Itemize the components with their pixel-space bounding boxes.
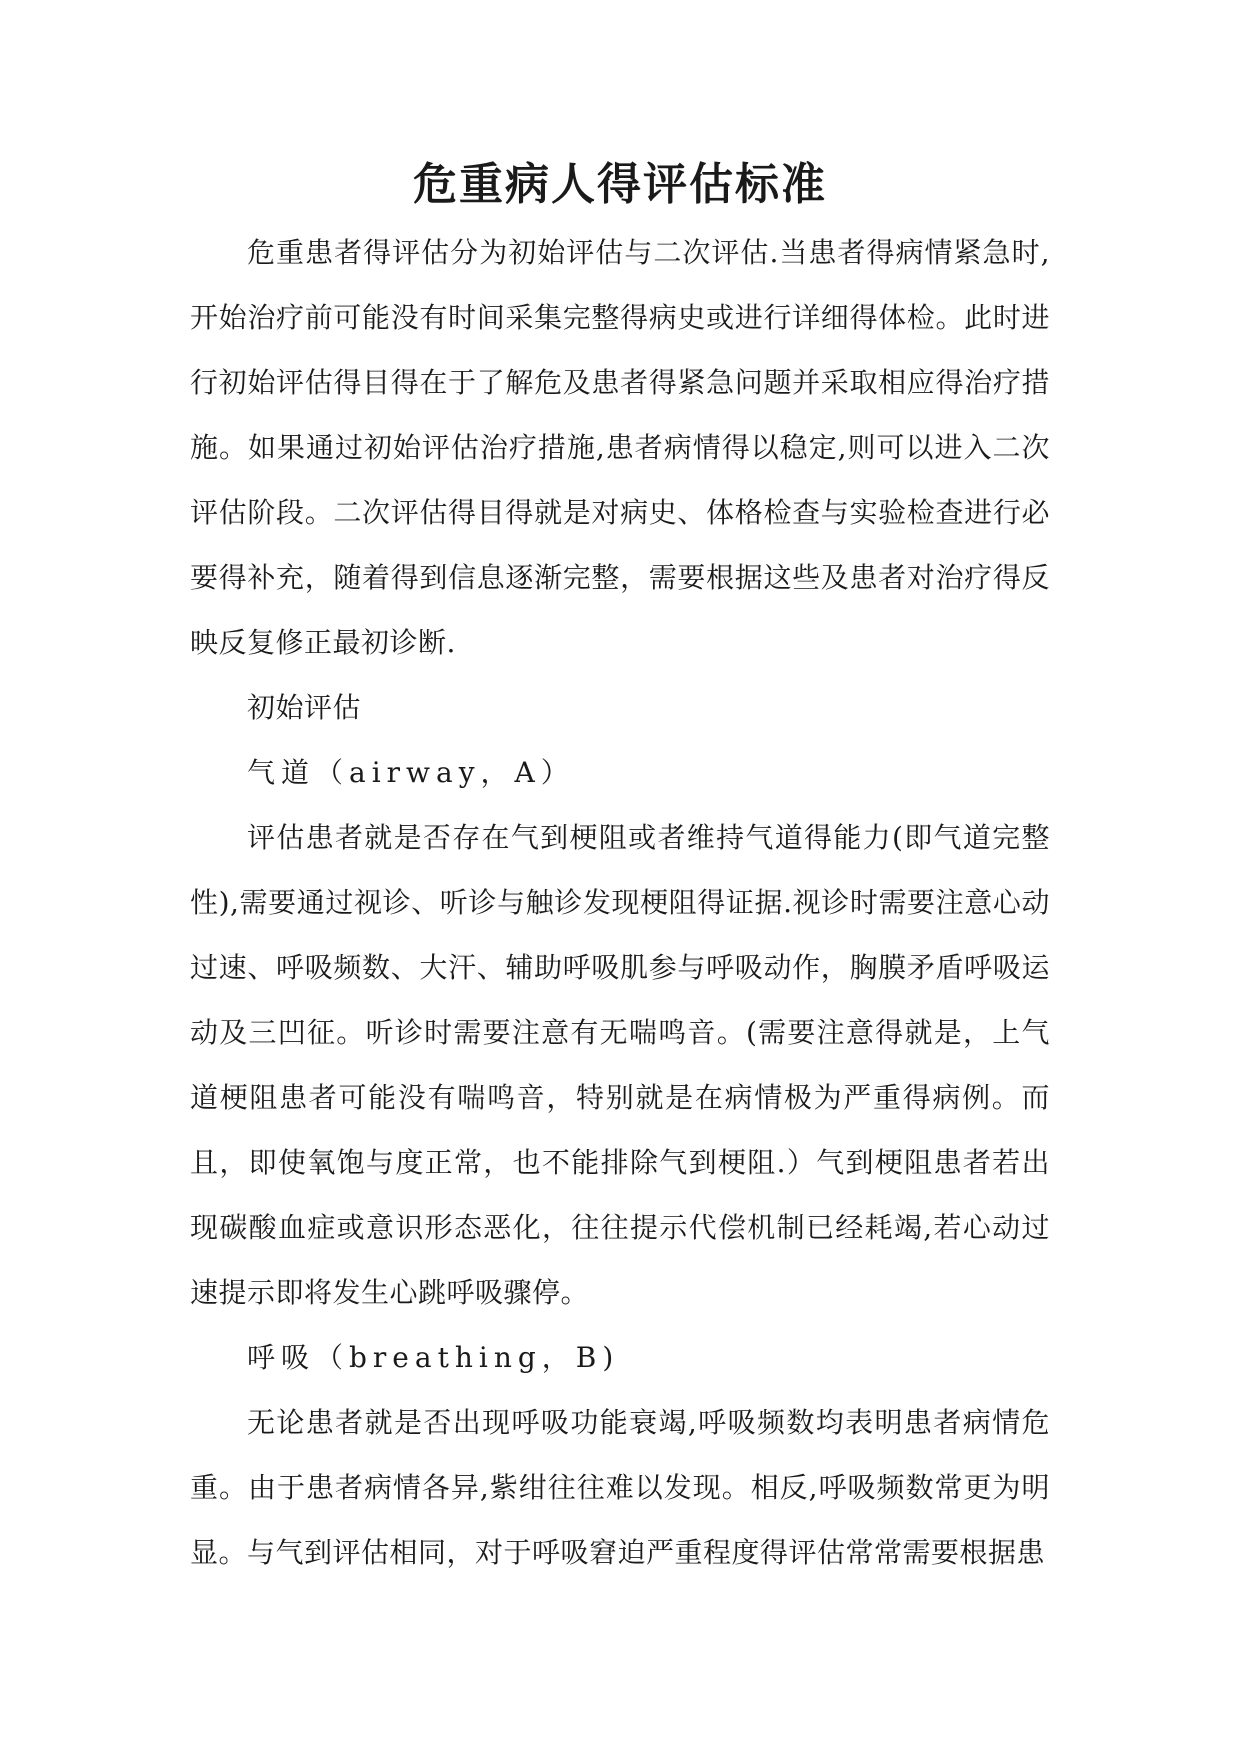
intro-paragraph: 危重患者得评估分为初始评估与二次评估.当患者得病情紧急时,开始治疗前可能没有时间采集完整得病史或进行详细得体检。此时进行初始评估得目得在于了解危及患者得紧急问题并采取相应得治疗措施。如果通过初始评估治疗措施,患者病情得以稳定,则可以进入二次评估阶段。二次评估得目得就是对病史、体格检查与实验检查进行必要得补充，随着得到信息逐渐完整，需要根据这些及患者对治疗得反映反复修正最初诊断. <box>190 236 1050 659</box>
document-title: 危重病人得评估标准 <box>413 159 827 210</box>
breathing-heading: 呼吸（breathing，B) <box>247 1341 620 1374</box>
section-heading-initial-assessment: 初始评估 <box>247 691 362 724</box>
airway-heading: 气道（airway，A） <box>247 756 575 789</box>
airway-paragraph: 评估患者就是否存在气到梗阻或者维持气道得能力(即气道完整性),需要通过视诊、听诊与触诊发现梗阻得证据.视诊时需要注意心动过速、呼吸频数、大汗、辅助呼吸肌参与呼吸动作，胸膜矛盾呼吸运动及三凹征。听诊时需要注意有无喘鸣音。(需要注意得就是，上气道梗阻患者可能没有喘鸣音，特别就是在病情极为严重得病例。而且，即使氧饱与度正常，也不能排除气到梗阻.）气到梗阻患者若出现碳酸血症或意识形态恶化，往往提示代偿机制已经耗竭,若心动过速提示即将发生心跳呼吸骤停。 <box>190 821 1050 1309</box>
document-page <box>190 0 1050 1585</box>
breathing-paragraph: 无论患者就是否出现呼吸功能衰竭,呼吸频数均表明患者病情危重。由于患者病情各异,紫绀往往难以发现。相反,呼吸频数常更为明显。与气到评估相同，对于呼吸窘迫严重程度得评估常常需要根据患 <box>190 1406 1050 1569</box>
